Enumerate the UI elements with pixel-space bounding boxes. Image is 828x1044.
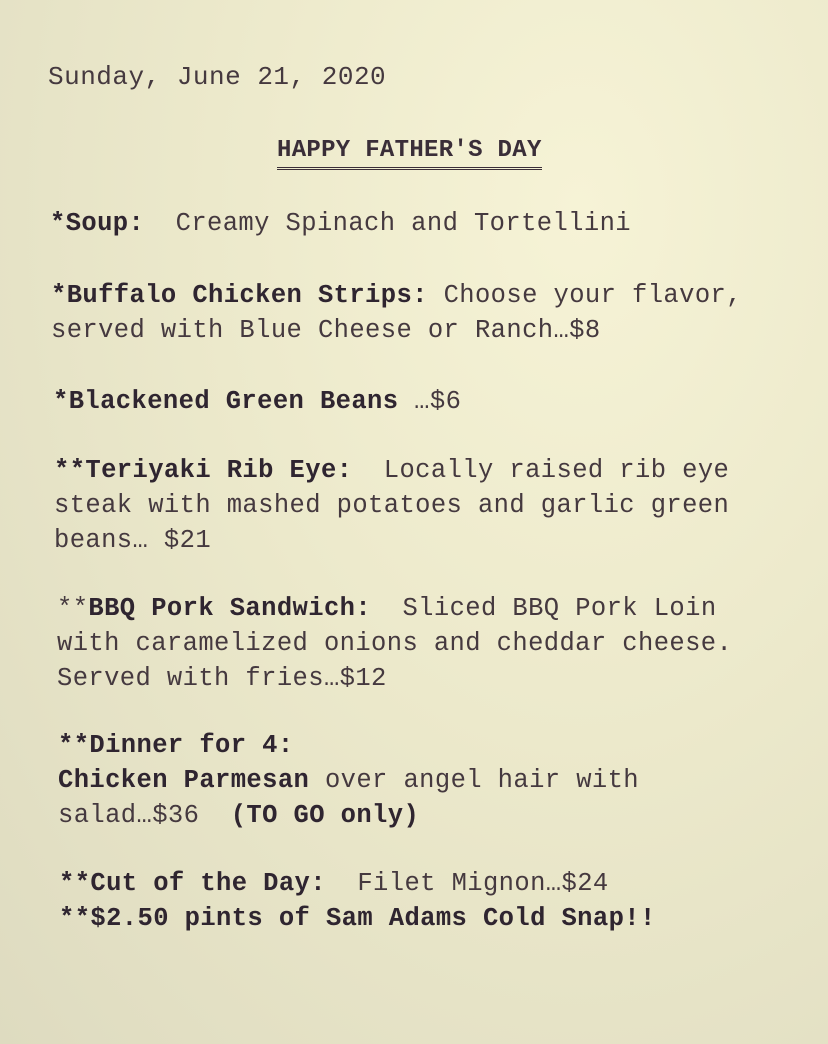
item-name: **Teriyaki Rib Eye: xyxy=(54,456,353,485)
item-price: …$6 xyxy=(414,387,462,416)
beer-special: **$2.50 pints of Sam Adams Cold Snap!! xyxy=(59,904,656,933)
menu-item-green-beans xyxy=(53,384,461,419)
menu-item-soup xyxy=(50,206,631,241)
menu-date: Sunday, June 21, 2020 xyxy=(48,62,387,92)
item-description: Choose your flavor, xyxy=(443,281,742,310)
item-description: Locally raised rib eye xyxy=(383,456,730,485)
menu-item-dinner-for-4 xyxy=(58,728,639,833)
menu-item-buffalo-chicken xyxy=(51,278,742,348)
item-description: Creamy Spinach and Tortellini xyxy=(175,209,631,238)
item-description: Filet Mignon…$24 xyxy=(357,869,609,898)
item-description: beans… $21 xyxy=(54,526,212,555)
item-description: steak with mashed potatoes and garlic green xyxy=(54,491,730,520)
menu-item-cut-of-day xyxy=(59,866,656,936)
item-description: salad…$36 xyxy=(58,801,200,830)
item-description: over angel hair with xyxy=(324,766,640,795)
item-name: **Dinner for 4: xyxy=(58,731,294,760)
menu-item-bbq-pork xyxy=(57,591,732,696)
item-description: Served with fries…$12 xyxy=(57,664,387,693)
item-prefix: ** xyxy=(57,594,89,623)
item-name: BBQ Pork Sandwich: xyxy=(88,594,372,623)
menu-title: HAPPY FATHER'S DAY xyxy=(277,137,542,170)
item-name: *Soup: xyxy=(50,209,145,238)
item-name: **Cut of the Day: xyxy=(59,869,326,898)
menu-item-rib-eye xyxy=(54,453,729,558)
item-dish: Chicken Parmesan xyxy=(58,766,310,795)
item-name: *Blackened Green Beans xyxy=(53,387,399,416)
item-description: Sliced BBQ Pork Loin xyxy=(402,594,717,623)
item-description: with caramelized onions and cheddar cheese. xyxy=(57,629,733,658)
item-name: *Buffalo Chicken Strips: xyxy=(51,281,428,310)
item-description: served with Blue Cheese or Ranch…$8 xyxy=(51,316,601,345)
item-note: (TO GO only) xyxy=(230,801,420,830)
